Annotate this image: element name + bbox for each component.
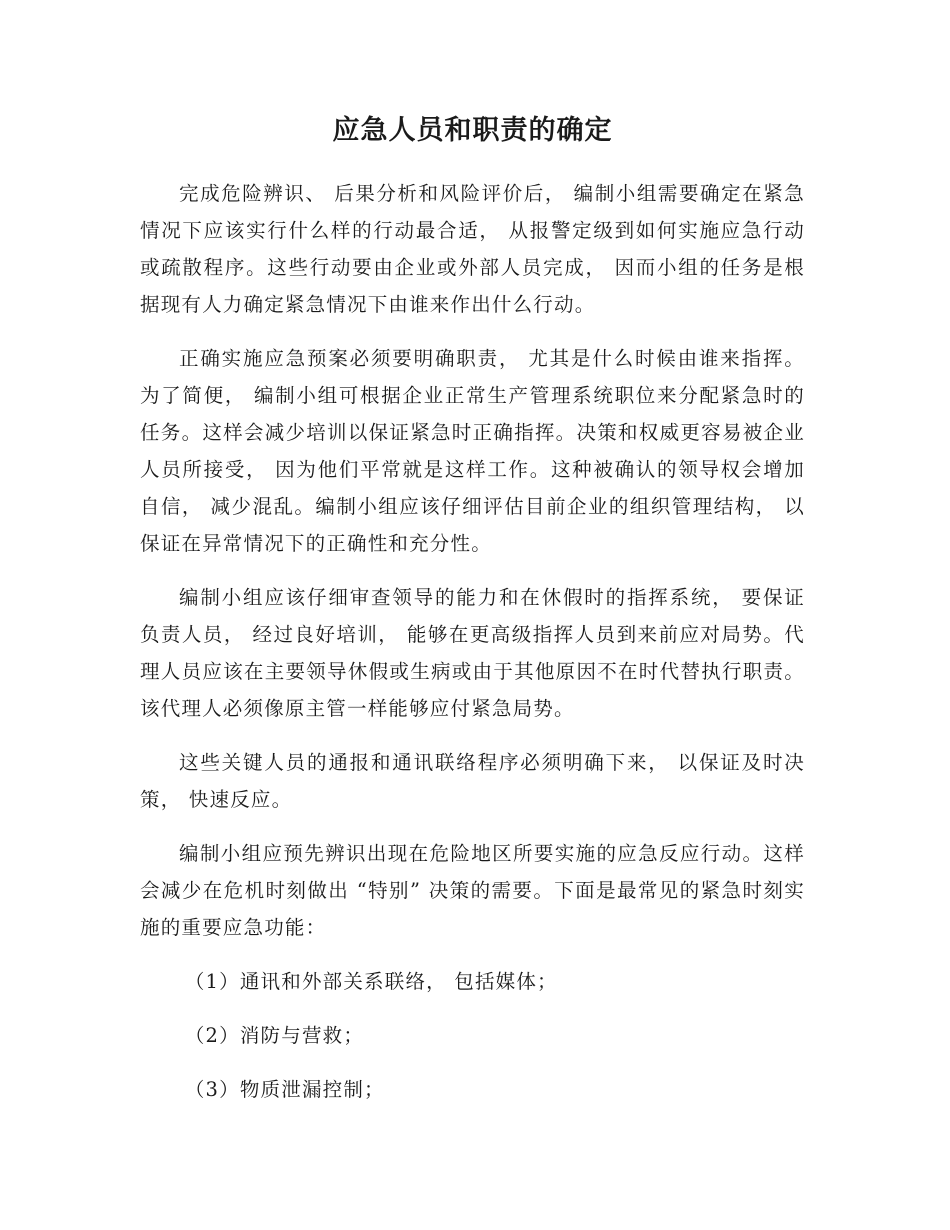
document-page (140, 105, 805, 1125)
list-item-fire-rescue: （2）消防与营救； (184, 1024, 365, 1047)
paragraph-command-system: 编制小组应该仔细审查领导的能力和在休假时的指挥系统， 要保证负责人员， 经过良好培训， 能够在更高级指挥人员到来前应对局势。代理人员应该在主要领导休假或生病或由于其他原因不在时代替执行职责。该代理人必须像原主管一样能够应付紧急局势。 (140, 586, 805, 720)
paragraph-hazard-identification: 完成危险辨识、 后果分析和风险评价后， 编制小组需要确定在紧急情况下应该实行什么样的行动最合适， 从报警定级到如何实施应急行动或疏散程序。这些行动要由企业或外部人员完成， 因而小组的任务是根据现有人力确定紧急情况下由谁来作出什么行动。 (140, 182, 805, 316)
paragraph-responsibilities: 正确实施应急预案必须要明确职责， 尤其是什么时候由谁来指挥。为了简便， 编制小组可根据企业正常生产管理系统职位来分配紧急时的任务。这样会减少培训以保证紧急时正确指挥。决策和权威更容易被企业人员所接受， 因为他们平常就是这样工作。这种被确认的领导权会增加自信， 减少混乱。编制小组应该仔细评估目前企业的组织管理结构， 以保证在异常情况下的正确性和充分性。 (140, 347, 805, 555)
paragraph-communication: 这些关键人员的通报和通讯联络程序必须明确下来， 以保证及时决策， 快速反应。 (140, 751, 805, 811)
document-title: 应急人员和职责的确定 (332, 115, 613, 146)
list-item-communication: （1）通讯和外部关系联络， 包括媒体； (184, 970, 558, 993)
list-item-leak-control: （3）物质泄漏控制； (184, 1078, 385, 1101)
paragraph-emergency-functions: 编制小组应预先辨识出现在危险地区所要实施的应急反应行动。这样会减少在危机时刻做出 “特别” 决策的需要。下面是最常见的紧急时刻实施的重要应急功能： (140, 842, 805, 939)
